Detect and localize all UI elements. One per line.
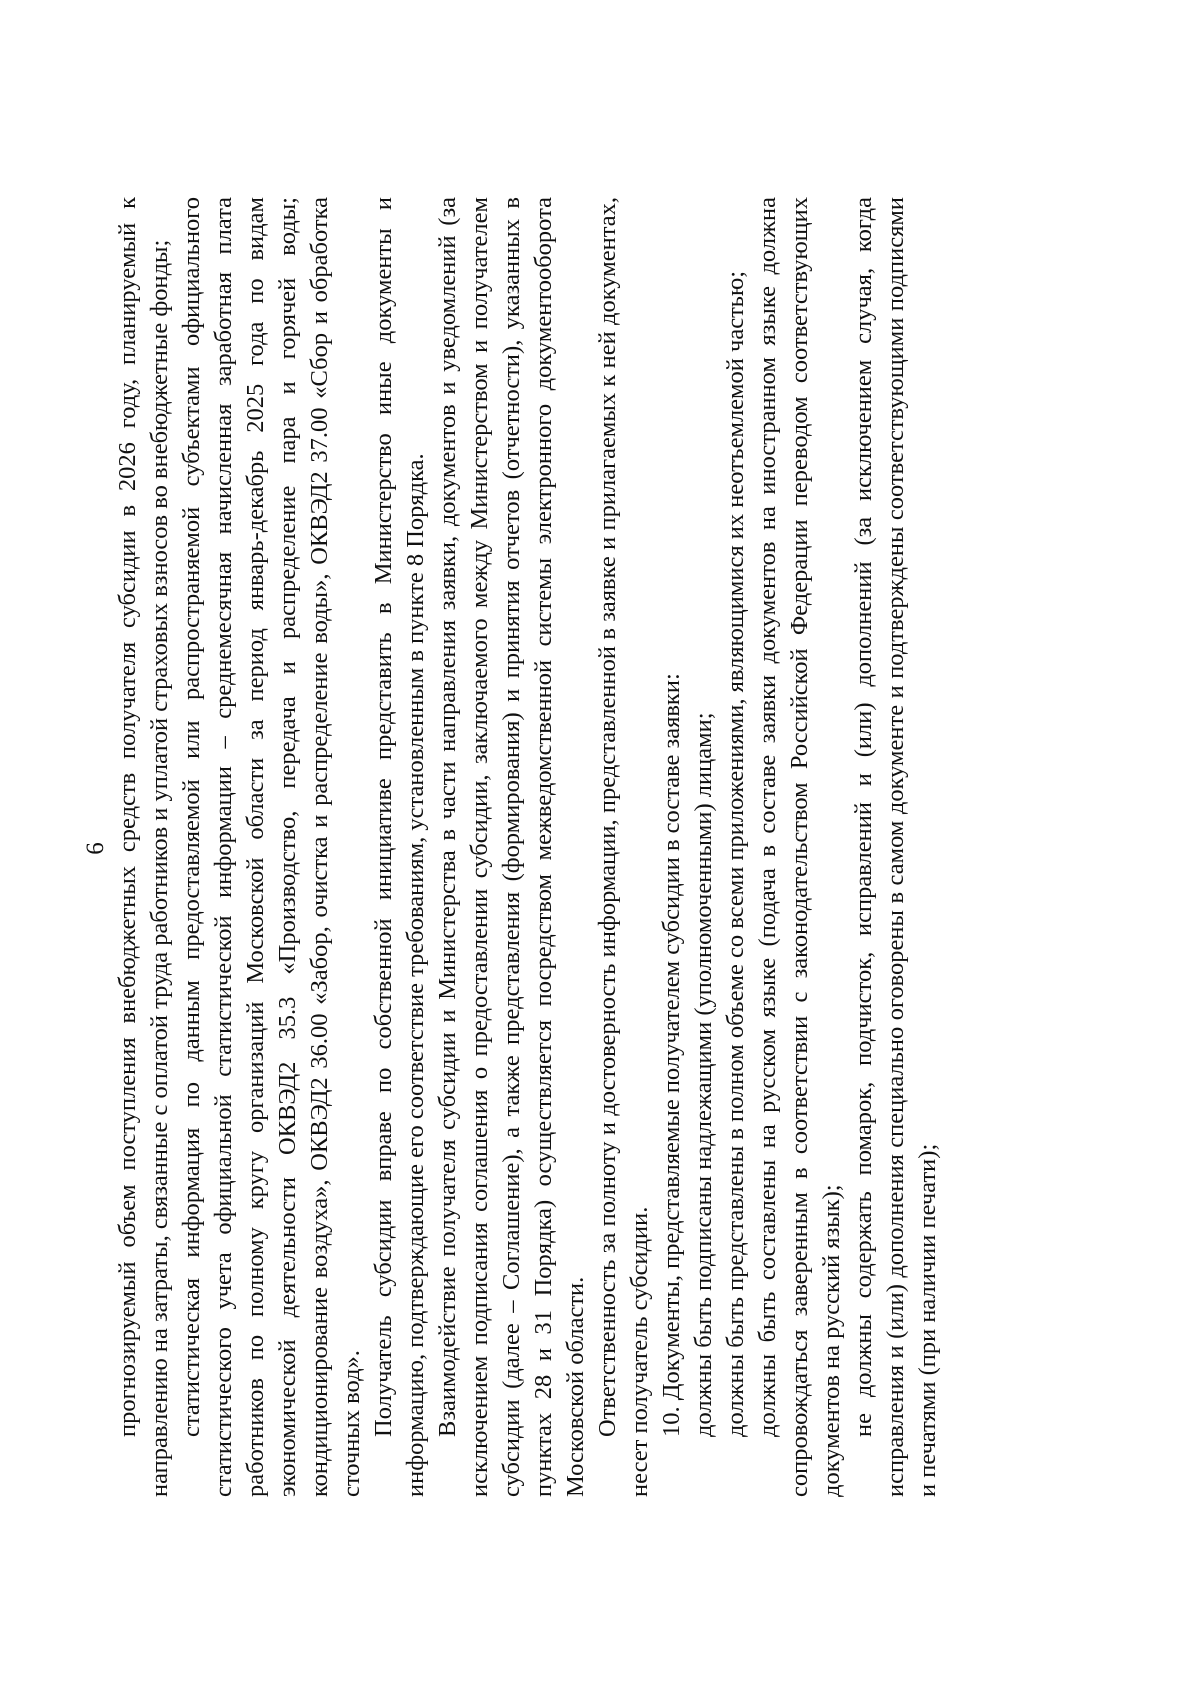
paragraph-forecast-volume: прогнозируемый объем поступления внебюджетных средств получателя субсидии в 2026 году, планируемый к направлению на затраты, связанные с оплатой труда работников и уплатой страховых взносов во внебюджетные фонды; [114,197,173,1497]
paragraph-no-corrections: не должны содержать помарок, подчисток, исправлений и (или) дополнений (за исключением случая, когда исправления и (или) дополнения специально оговорены в самом документе и подтверждены соответствующими подписями и печатями (при наличии печати); [850,197,941,1497]
document-body [112,197,944,1497]
paragraph-responsibility: Ответственность за полноту и достоверность информации, представленной в заявке и прилагаемых к ней документах, несет получатель субсидии. [594,197,653,1497]
paragraph-full-volume: должны быть представлены в полном объеме со всеми приложениями, являющимися их неотъемлемой частью; [722,270,749,1437]
paragraph-item-10: 10. Документы, представляемые получателем субсидии в составе заявки: [658,673,685,1437]
paragraph-interaction: Взаимодействие получателя субсидии и Министерства в части направления заявки, документов и уведомлений (за исключением подписания соглашения о предоставлении субсидии, заключаемого между Министерством и получателем субсидии (далее – Соглашение), а также представления (формирования) и принятия отчетов (отчетности), указанных в пунктах 28 и 31 Порядка) осуществляется посредством межведомственной системы электронного документооборота Московской области. [434,197,589,1497]
paragraph-statistical-info: статистическая информация по данным предоставляемой или распространяемой субъектами официального статистического учета официальной статистической информации – среднемесячная начисленная заработная плата работников по полному кругу организаций Московской области за период январь-декабрь 2025 года по видам экономической деятельности ОКВЭД2 35.3 «Производство, передача и распределение пара и горячей воды; кондиционирование воздуха», ОКВЭД2 36.00 «Забор, очистка и распределение воды», ОКВЭД2 37.00 «Сбор и обработка сточных вод». [178,197,365,1497]
paragraph-russian-language: должны быть составлены на русском языке (подача в составе заявки документов на иностранном языке должна сопровождаться заверенным в соответствии с законодательством Российской Федерации переводом соответствующих документов на русский язык); [754,197,845,1497]
page-number: 6 [82,842,109,855]
paragraph-own-initiative: Получатель субсидии вправе по собственной инициативе представить в Министерство иные документы и информацию, подтверждающие его соответствие требованиям, установленным в пункте 8 Порядка. [370,197,429,1497]
paragraph-signed: должны быть подписаны надлежащими (уполномоченными) лицами; [690,712,717,1437]
